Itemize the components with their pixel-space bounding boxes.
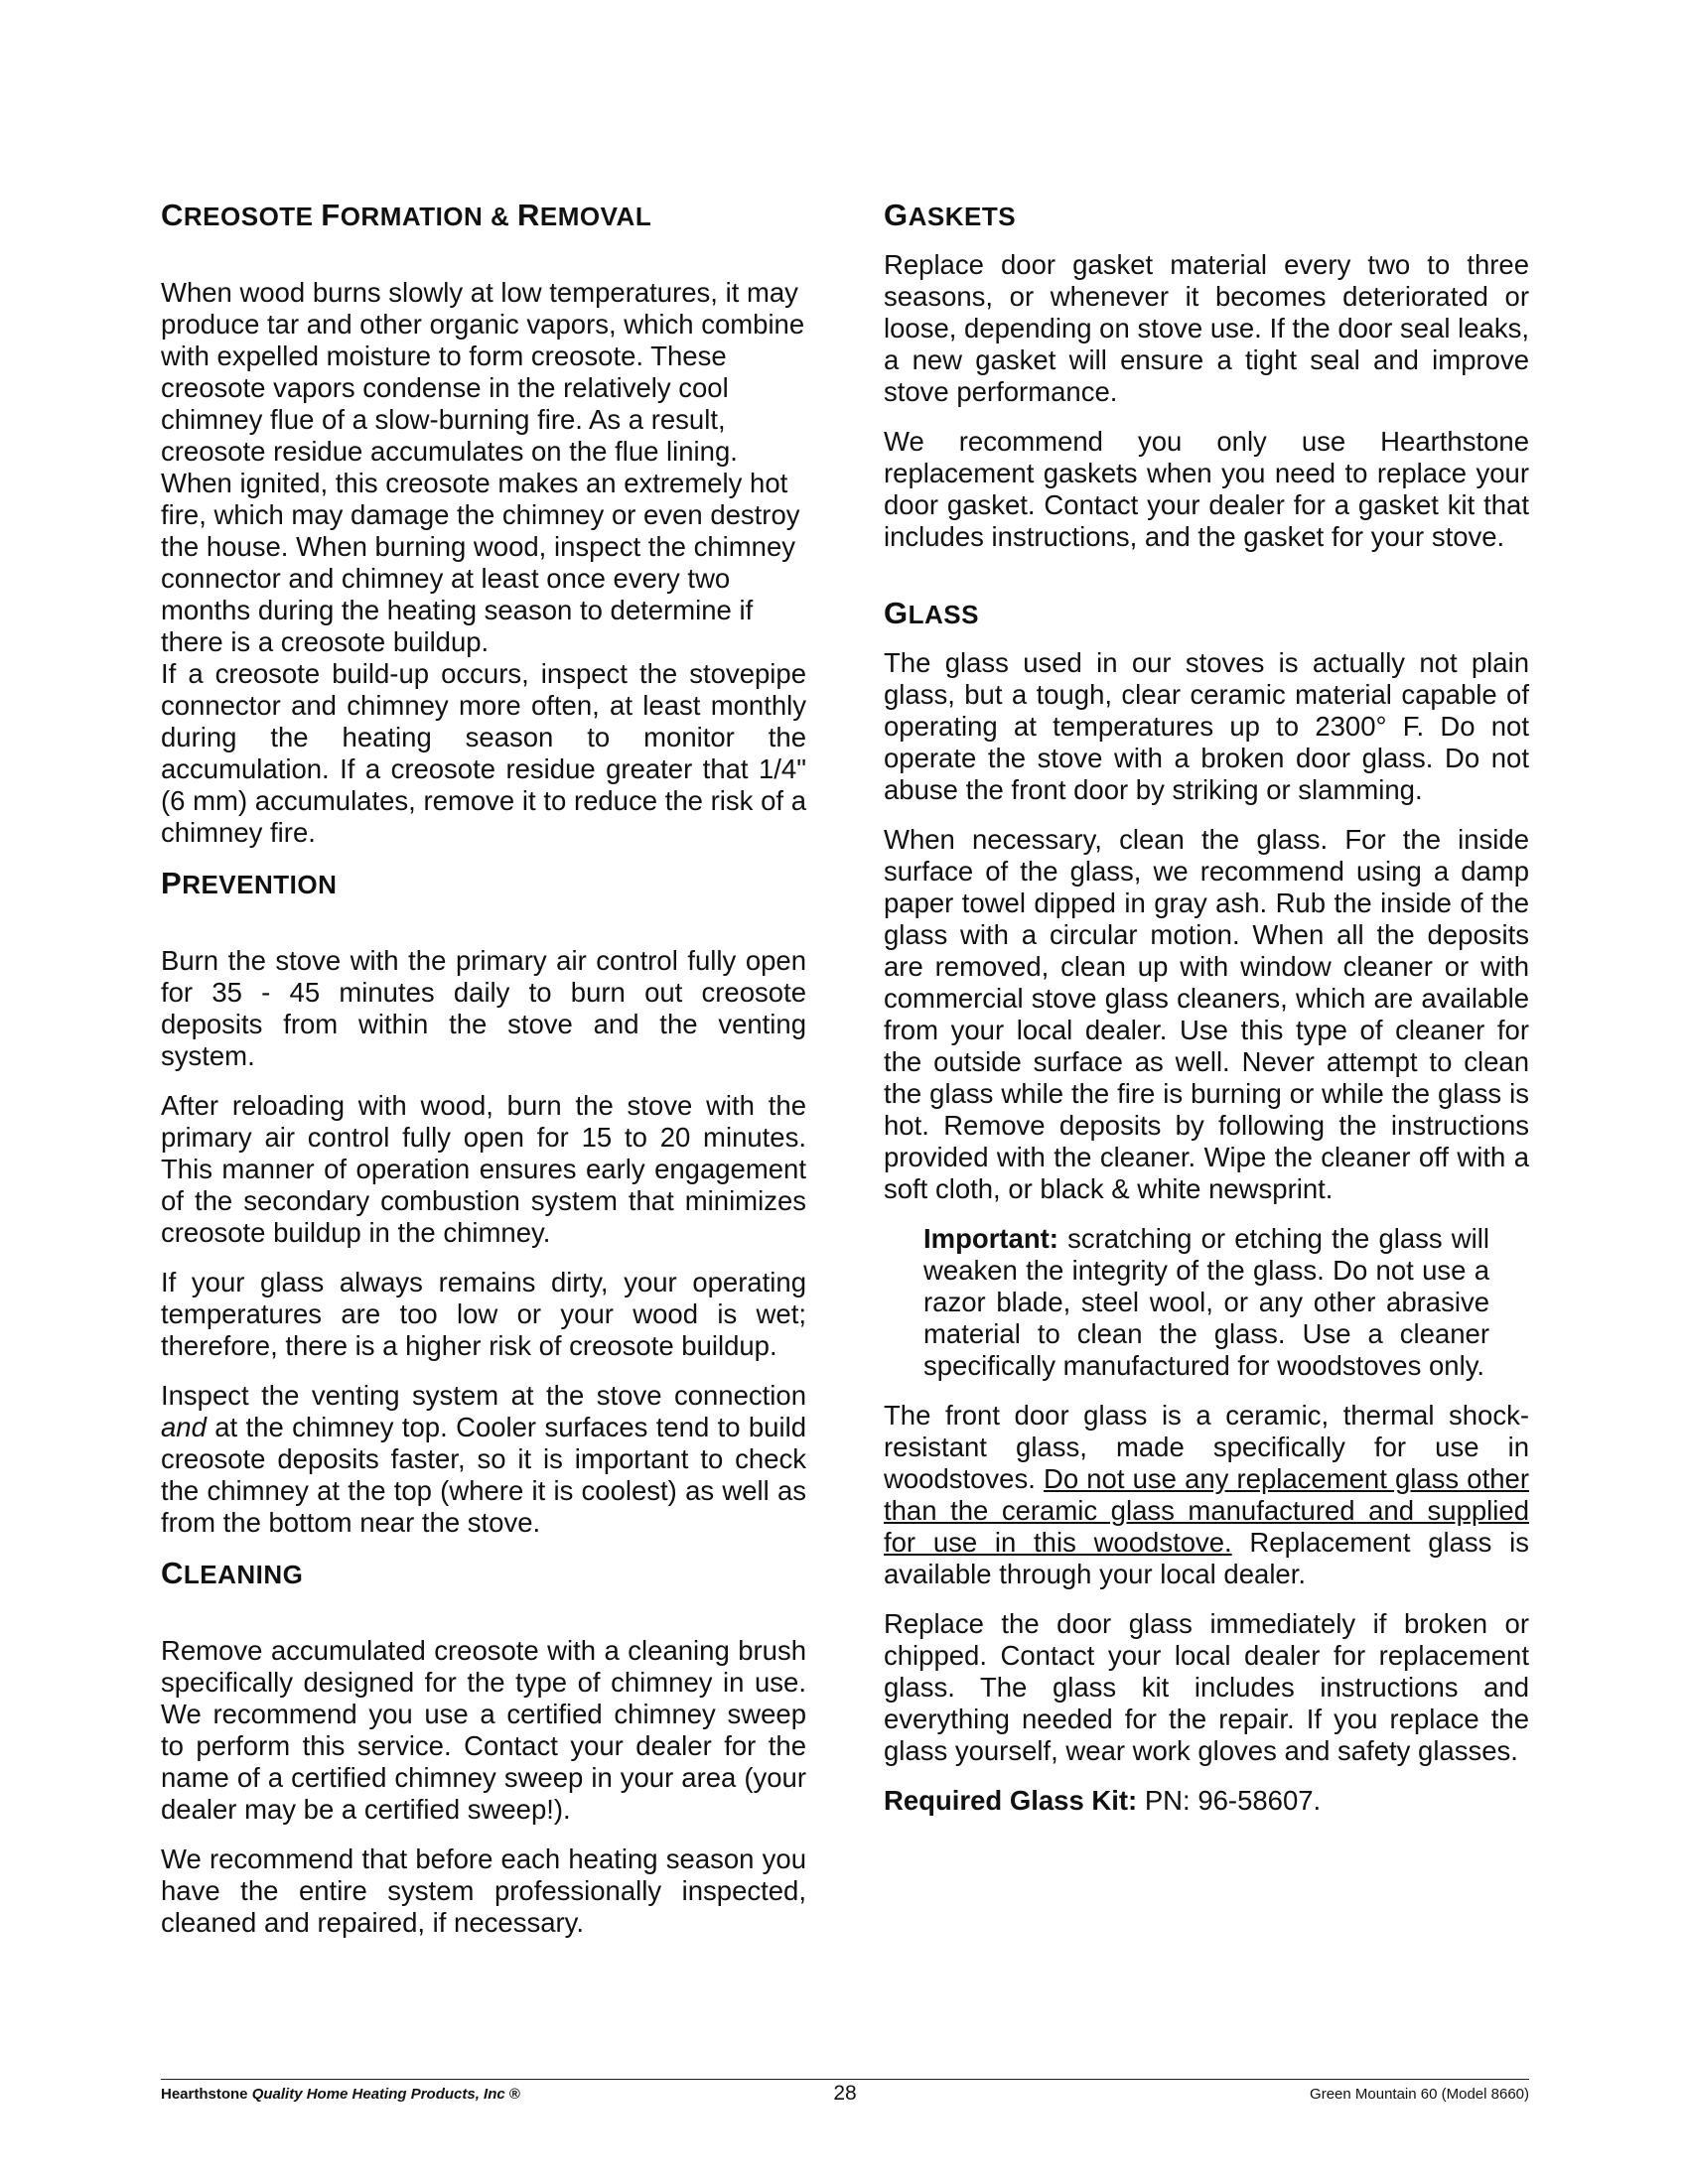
cleaning-paragraph-2: We recommend that before each heating season you have the entire system professionally inspected, cleaned and repaired, if necessary.: [161, 1843, 806, 1938]
right-column: [884, 199, 1529, 1817]
important-note: Important: scratching or etching the glass will weaken the integrity of the glass. Do not use a razor blade, steel wool, or any other abrasive material to clean the glass. Use a cleaner specifically manufactured for woodstoves only.: [923, 1223, 1489, 1381]
glass-kit-line: Required Glass Kit: PN: 96-58607.: [884, 1785, 1322, 1816]
page-footer: [161, 2079, 1529, 2114]
prevention-paragraph-4: Inspect the venting system at the stove connection and at the chimney top. Cooler surfaces tend to build creosote deposits faster, so it is important to check the chimney at the top (where it is coolest) as well as from the bottom near the stove.: [161, 1380, 806, 1538]
footer-company: Hearthstone Quality Home Heating Products, Inc ®: [161, 2086, 520, 2103]
prevention-heading: PREVENTION: [161, 866, 338, 900]
prevention-paragraph-1: Burn the stove with the primary air control fully open for 35 - 45 minutes daily to burn out creosote deposits from within the stove and the venting system.: [161, 945, 806, 1071]
left-column: [161, 199, 806, 1939]
creosote-paragraph-2: If a creosote build-up occurs, inspect the stovepipe connector and chimney more often, at least monthly during the heating season to monitor the accumulation. If a creosote residue greater that 1/4" (6 mm) accumulates, remove it to reduce the risk of a chimney fire.: [161, 658, 806, 848]
prevention-paragraph-2: After reloading with wood, burn the stove with the primary air control fully open for 15 to 20 minutes. This manner of operation ensures early engagement of the secondary combustion system that minimizes creosote buildup in the chimney.: [161, 1090, 806, 1248]
cleaning-heading: CLEANING: [161, 1556, 304, 1590]
important-label: Important:: [923, 1223, 1058, 1254]
gaskets-heading: GASKETS: [884, 198, 1017, 232]
glass-paragraph-2: When necessary, clean the glass. For the inside surface of the glass, we recommend using a damp paper towel dipped in gray ash. Rub the inside of the glass with a circular motion. When all the deposits are removed, clean up with window cleaner or with commercial stove glass cleaners, which are available from your local dealer. Use this type of cleaner for the outside surface as well. Never attempt to clean the glass while the fire is burning or while the glass is hot. Remove deposits by following the instructions provided with the cleaner. Wipe the cleaner off with a soft cloth, or black & white newsprint.: [884, 824, 1529, 1204]
glass-paragraph-3: The front door glass is a ceramic, thermal shock-resistant glass, made specifically for use in woodstoves. Do not use any replacement glass other than the ceramic glass manufactured and supplied for use in this woodstove. Replacement glass is available through your local dealer.: [884, 1400, 1529, 1589]
glass-heading: GLASS: [884, 596, 979, 630]
gaskets-paragraph-1: Replace door gasket material every two to three seasons, or whenever it becomes deteriorated or loose, depending on stove use. If the door seal leaks, a new gasket will ensure a tight seal and improve stove performance.: [884, 249, 1529, 407]
page-number: 28: [833, 2082, 857, 2105]
gaskets-paragraph-2: We recommend you only use Hearthstone replacement gaskets when you need to replace your door gasket. Contact your dealer for a gasket kit that includes instructions, and the gasket for your stove.: [884, 426, 1529, 552]
creosote-paragraph-1: When wood burns slowly at low temperatures, it may produce tar and other organic vapors, which combine with expelled moisture to form creosote. These creosote vapors condense in the relatively cool chimney flue of a slow-burning fire. As a result, creosote residue accumulates on the flue lining. When ignited, this creosote makes an extremely hot fire, which may damage the chimney or even destroy the house. When burning wood, inspect the chimney connector and chimney at least once every two months during the heating season to determine if there is a creosote buildup.: [161, 277, 805, 657]
glass-paragraph-4: Replace the door glass immediately if broken or chipped. Contact your local dealer for replacement glass. The glass kit includes instructions and everything needed for the repair. If you replace the glass yourself, wear work gloves and safety glasses.: [884, 1608, 1529, 1766]
cleaning-paragraph-1: Remove accumulated creosote with a cleaning brush specifically designed for the type of chimney in use. We recommend you use a certified chimney sweep to perform this service. Contact your dealer for the name of a certified chimney sweep in your area (your dealer may be a certified sweep!).: [161, 1635, 806, 1825]
prevention-paragraph-3: If your glass always remains dirty, your operating temperatures are too low or your wood is wet; therefore, there is a higher risk of creosote buildup.: [161, 1267, 806, 1361]
glass-paragraph-1: The glass used in our stoves is actually not plain glass, but a tough, clear ceramic material capable of operating at temperatures up to 2300° F. Do not operate the stove with a broken door glass. Do not abuse the front door by striking or slamming.: [884, 647, 1529, 805]
creosote-heading: CREOSOTE FORMATION & REMOVAL: [161, 198, 652, 232]
footer-model: Green Mountain 60 (Model 8660): [1310, 2086, 1529, 2103]
